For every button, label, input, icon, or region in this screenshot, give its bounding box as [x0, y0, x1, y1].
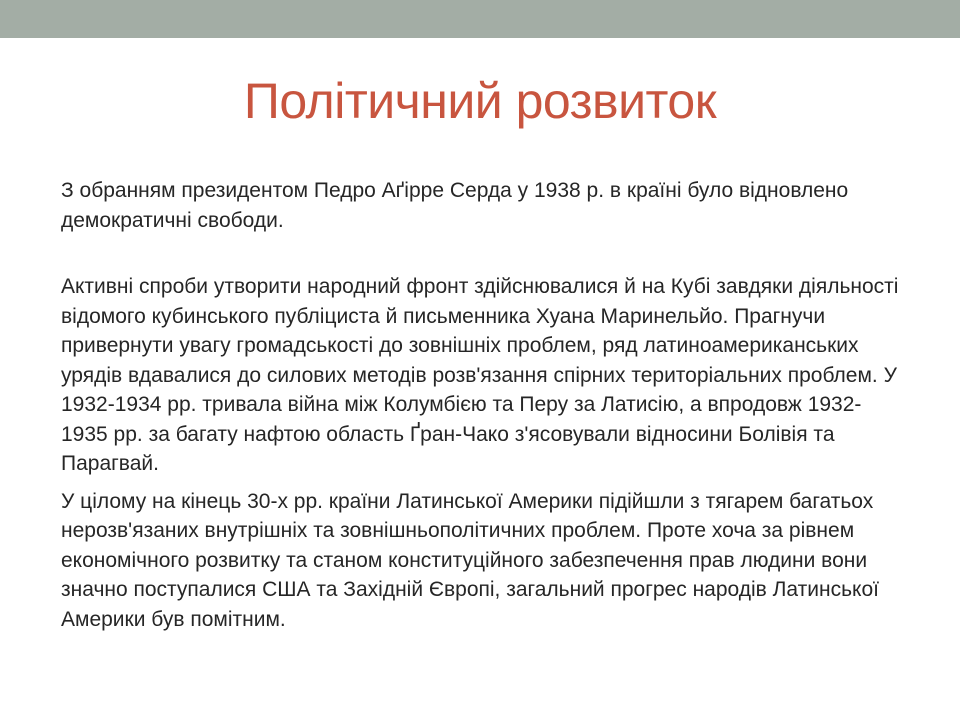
paragraph-2: Активні спроби утворити народний фронт здійснювалися й на Кубі завдяки діяльності відомого кубинського публіциста й письменника Хуана Маринельйо. Прагнучи привернути увагу громадськості до зовнішніх проблем, ряд латиноамериканських урядів вдавалися до силових методів розв'язання спірних територіальних проблем. У 1932-1934 рр. тривала війна між Колумбією та Перу за Латисію, а впродовж 1932-1935 рр. за багату нафтою область Ґран-Чако з'ясовували відносини Болівія та Парагвай.	[61, 275, 899, 475]
top-accent-bar	[0, 0, 960, 38]
paragraph-1: З обранням президентом Педро Аґірре Серда у 1938 р. в країні було відновлено демократичні свободи.	[61, 179, 849, 232]
paragraph-3: У цілому на кінець 30-х рр. країни Латинської Америки підійшли з тягарем багатьох нерозв'язаних внутрішніх та зовнішньополітичних проблем. Проте хоча за рівнем економічного розвитку та станом конституційного забезпечення прав людини вони значно поступалися США та Західній Європі, загальний прогрес народів Латинської Америки був помітним.	[61, 489, 879, 631]
slide-title: Політичний розвиток	[243, 73, 717, 129]
slide-body	[61, 176, 903, 634]
